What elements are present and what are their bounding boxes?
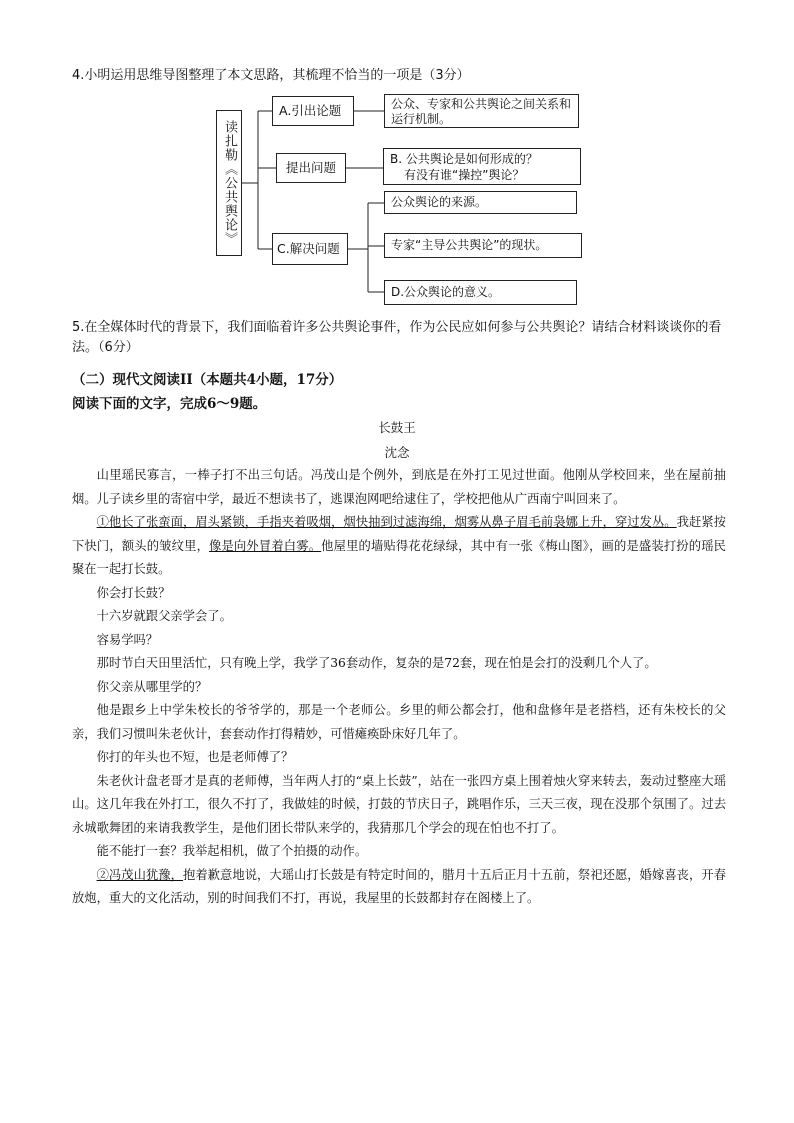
paragraph-8: 他是跟乡上中学朱校长的爷爷学的，那是一个老师公。乡里的师公都会打，他和盘修年是老搭档，还有朱校长的父亲，我们习惯叫朱老伙计，套套动作打得精妙，可惜瘫痪卧床好几年了。 bbox=[72, 703, 726, 741]
paragraph-5: 容易学吗？ bbox=[96, 632, 159, 647]
mindmap-c-item-1: 公众舆论的来源。 bbox=[384, 191, 577, 214]
paragraph-2-rest: 他屋里的墙贴得花花绿绿，其中有一张《梅山图》，画的是盛装打扮的瑶民聚在一起打长鼓。 bbox=[72, 538, 726, 576]
paragraph-3: 你会打长鼓？ bbox=[96, 585, 171, 600]
story-author: 沈念 bbox=[384, 445, 410, 460]
paragraph-12-rest: 抱着歉意地说，大瑶山打长鼓是有特定时间的，腊月十五后正月十五前，祭祀还愿，婚嫁喜丧，开春放炮，重大的文化活动，别的时间我们不打，再说，我屋里的长鼓都封存在阁楼上了。 bbox=[72, 867, 726, 905]
mindmap-c-item-2: 专家“主导公共舆论”的现状。 bbox=[384, 233, 582, 258]
mindmap-b-detail bbox=[383, 148, 581, 185]
reading-instruction: 阅读下面的文字，完成6～9题。 bbox=[72, 396, 267, 412]
underlined-sentence-2: ②冯茂山犹豫， bbox=[96, 867, 183, 882]
underlined-fragment: 像是向外冒着白雾。 bbox=[209, 538, 322, 553]
question-5: 5.在全媒体时代的背景下，我们面临着许多公共舆论事件，作为公民应如何参与公共舆论？请结合材料谈谈你的看法。（6分） bbox=[72, 320, 722, 355]
paragraph-11: 能不能打一套？我举起相机，做了个拍摄的动作。 bbox=[96, 844, 368, 858]
paragraph-2-text: 我赶紧按下快门，额头的皱纹里， bbox=[72, 515, 726, 553]
paragraph-4: 十六岁就跟父亲学会了。 bbox=[96, 609, 232, 623]
question-4: 4.小明运用思维导图整理了本文思路，其梳理不恰当的一项是（3分） bbox=[72, 68, 470, 83]
paragraph-7: 你父亲从哪里学的？ bbox=[96, 679, 208, 694]
paragraph-2 bbox=[72, 511, 726, 582]
paragraph-6: 那时节白天田里活忙，只有晚上学，我学了36套动作，复杂的是72套，现在怕是会打的没剩几个人了。 bbox=[96, 656, 657, 670]
mindmap-branch-b: 提出问题 bbox=[276, 153, 346, 183]
mindmap-c-item-d: D.公众舆论的意义。 bbox=[384, 280, 577, 305]
story-body bbox=[72, 464, 726, 911]
mindmap-branch-c: C.解决问题 bbox=[272, 233, 348, 265]
b-detail-line1: B. 公共舆论是如何形成的？ bbox=[390, 152, 538, 166]
mindmap-branch-a: A.引出论题 bbox=[272, 96, 354, 126]
b-detail-line2: 有没有谁“操控”舆论？ bbox=[404, 168, 525, 182]
paragraph-12 bbox=[72, 864, 726, 911]
mindmap-a-detail: 公众、专家和公共舆论之间关系和运行机制。 bbox=[384, 94, 579, 128]
story-title: 长鼓王 bbox=[378, 420, 416, 435]
underlined-sentence-1: ①他长了张蛮面，眉头紧锁，手指夹着吸烟，烟快抽到过滤海绵，烟雾从鼻子眉毛前袅娜上升，穿过发丛。 bbox=[96, 515, 677, 529]
mindmap-root: 读扎勒《公共舆论》 bbox=[216, 110, 242, 256]
paragraph-1: 山里瑶民寡言，一棒子打不出三句话。冯茂山是个例外，到底是在外打工见过世面。他刚从学校回来，坐在屋前抽烟。儿子读乡里的寄宿中学，最近不想读书了，逃课泡网吧给逮住了，学校把他从广西南宁叫回来了。 bbox=[72, 468, 726, 506]
section-heading: （二）现代文阅读II（本题共4小题，17分） bbox=[72, 372, 343, 388]
paragraph-10: 朱老伙计盘老哥才是真的老师傅，当年两人打的“桌上长鼓”，站在一张四方桌上围着烛火穿来转去，轰动过整座大瑶山。这几年我在外打工，很久不打了，我做娃的时候，打鼓的节庆日子，跳唱作乐，三天三夜，现在没那个氛围了。过去永城歌舞团的来请我教学生，是他们团长带队来学的，我猜那几个学会的现在怕也不打了。 bbox=[72, 773, 726, 835]
paragraph-9: 你打的年头也不短，也是老师傅了？ bbox=[96, 750, 294, 764]
